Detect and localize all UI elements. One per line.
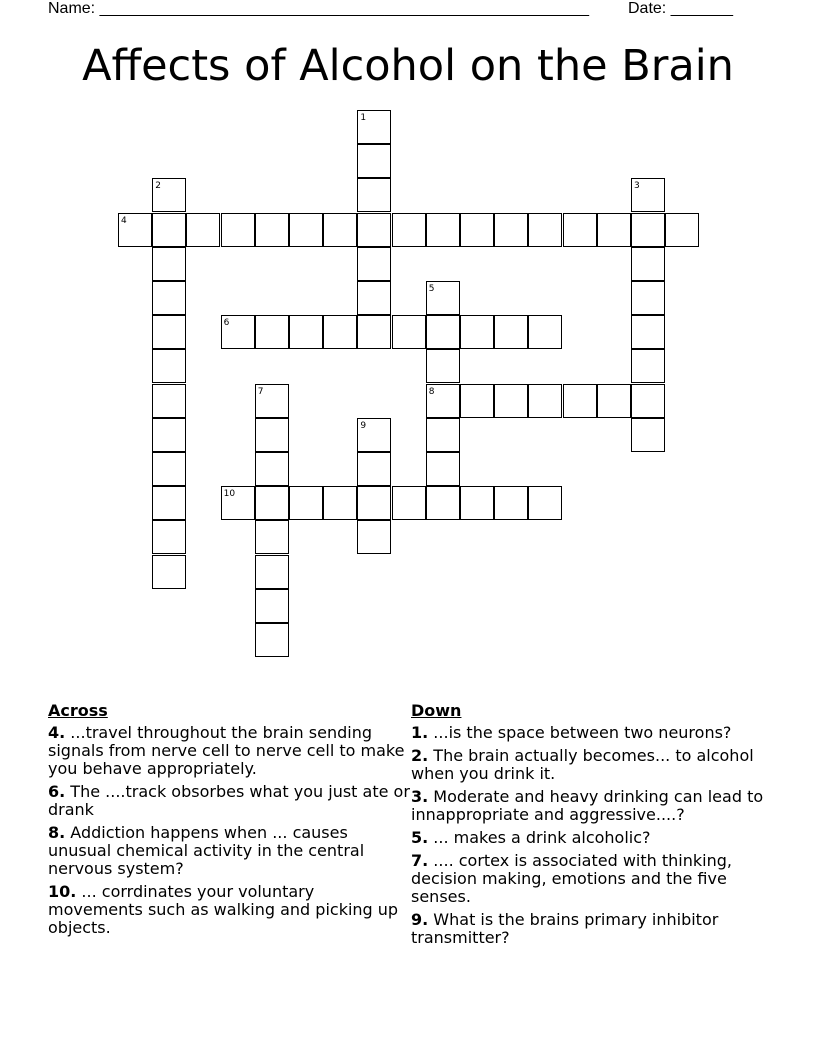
- grid-cell[interactable]: [255, 315, 289, 349]
- down-clue: [411, 747, 781, 783]
- date-field-label: Date: _______: [628, 0, 733, 17]
- across-clue: [48, 724, 410, 778]
- grid-cell[interactable]: [460, 384, 494, 418]
- clue-text: .... cortex is associated with thinking, decision making, emotions and the five senses.: [411, 851, 732, 906]
- grid-cell[interactable]: [357, 486, 391, 520]
- clue-text: Addiction happens when ... causes unusual chemical activity in the central nervous system?: [48, 823, 365, 878]
- grid-cell[interactable]: [357, 213, 391, 247]
- clue-number: 4.: [48, 723, 66, 742]
- clue-text: ... makes a drink alcoholic?: [428, 828, 651, 847]
- grid-cell[interactable]: [255, 555, 289, 589]
- grid-cell[interactable]: [528, 315, 562, 349]
- grid-cell[interactable]: [631, 213, 665, 247]
- grid-cell[interactable]: [597, 213, 631, 247]
- clue-number: 3.: [411, 787, 429, 806]
- clue-number: 6.: [48, 782, 66, 801]
- grid-cell[interactable]: [255, 589, 289, 623]
- across-clue: [48, 883, 410, 937]
- down-clue: [411, 911, 781, 947]
- down-clues: [411, 702, 781, 952]
- grid-cell[interactable]: [426, 315, 460, 349]
- grid-cell[interactable]: [631, 384, 665, 418]
- grid-cell[interactable]: [357, 315, 391, 349]
- grid-cell[interactable]: [528, 384, 562, 418]
- grid-cell[interactable]: [255, 520, 289, 554]
- grid-cell[interactable]: [426, 418, 460, 452]
- grid-cell[interactable]: [152, 486, 186, 520]
- clue-number: 9.: [411, 910, 429, 929]
- grid-cell[interactable]: [426, 349, 460, 383]
- grid-cell[interactable]: [426, 452, 460, 486]
- grid-cell[interactable]: [255, 486, 289, 520]
- grid-cell[interactable]: [152, 247, 186, 281]
- down-heading: Down: [411, 701, 462, 720]
- grid-cell[interactable]: [460, 315, 494, 349]
- grid-cell[interactable]: [392, 213, 426, 247]
- clue-text: ... corrdinates your voluntary movements such as walking and picking up objects.: [48, 882, 399, 937]
- grid-cell[interactable]: [152, 555, 186, 589]
- grid-cell[interactable]: [357, 281, 391, 315]
- grid-cell[interactable]: [152, 520, 186, 554]
- grid-cell[interactable]: [323, 315, 357, 349]
- clue-number: 1.: [411, 723, 429, 742]
- across-heading: Across: [48, 701, 108, 720]
- grid-cell[interactable]: [255, 213, 289, 247]
- grid-cell[interactable]: [289, 315, 323, 349]
- clue-number: 8.: [48, 823, 66, 842]
- grid-cell[interactable]: [665, 213, 699, 247]
- grid-cell[interactable]: [392, 486, 426, 520]
- grid-cell[interactable]: [289, 213, 323, 247]
- grid-cell[interactable]: [323, 213, 357, 247]
- cell-number: 2: [155, 181, 161, 192]
- across-clue: [48, 824, 410, 878]
- grid-cell[interactable]: [152, 418, 186, 452]
- grid-cell[interactable]: [152, 315, 186, 349]
- page-title: Affects of Alcohol on the Brain: [82, 41, 734, 91]
- grid-cell[interactable]: [255, 418, 289, 452]
- grid-cell[interactable]: [357, 520, 391, 554]
- grid-cell[interactable]: [255, 623, 289, 657]
- grid-cell[interactable]: [357, 247, 391, 281]
- grid-cell[interactable]: [221, 213, 255, 247]
- grid-cell[interactable]: [631, 247, 665, 281]
- grid-cell[interactable]: [426, 213, 460, 247]
- clue-text: What is the brains primary inhibitor transmitter?: [411, 910, 719, 947]
- grid-cell[interactable]: [631, 315, 665, 349]
- cell-number: 10: [223, 489, 236, 500]
- clue-text: The brain actually becomes... to alcohol when you drink it.: [411, 746, 754, 783]
- clue-text: Moderate and heavy drinking can lead to innappropriate and aggressive....?: [411, 787, 764, 824]
- clue-text: The ....track obsorbes what you just ate or drank: [48, 782, 410, 819]
- grid-cell[interactable]: [152, 281, 186, 315]
- down-clue: [411, 788, 781, 824]
- grid-cell[interactable]: [631, 418, 665, 452]
- cell-number: 1: [360, 113, 367, 123]
- grid-cell[interactable]: [631, 281, 665, 315]
- grid-cell[interactable]: [494, 315, 528, 349]
- cell-number: 9: [360, 420, 367, 431]
- grid-cell[interactable]: [528, 486, 562, 520]
- clue-number: 5.: [411, 828, 429, 847]
- clue-text: ...travel throughout the brain sending signals from nerve cell to nerve cell to make you behave appropriately.: [48, 723, 405, 778]
- cell-number: 4: [121, 215, 127, 226]
- grid-cell[interactable]: [494, 213, 528, 247]
- clue-number: 2.: [411, 746, 429, 765]
- grid-cell[interactable]: [426, 486, 460, 520]
- grid-cell[interactable]: [597, 384, 631, 418]
- grid-cell[interactable]: [494, 384, 528, 418]
- grid-cell[interactable]: [392, 315, 426, 349]
- clue-number: 7.: [411, 851, 429, 870]
- cell-number: 7: [257, 386, 264, 397]
- clue-text: ...is the space between two neurons?: [428, 723, 732, 742]
- grid-cell[interactable]: [357, 144, 391, 178]
- grid-cell[interactable]: [563, 384, 597, 418]
- grid-cell[interactable]: [494, 486, 528, 520]
- grid-cell[interactable]: [152, 452, 186, 486]
- grid-cell[interactable]: [528, 213, 562, 247]
- grid-cell[interactable]: [563, 213, 597, 247]
- down-clue: [411, 829, 781, 847]
- down-clue: [411, 724, 781, 742]
- across-clues: [48, 702, 410, 942]
- grid-cell[interactable]: [460, 486, 494, 520]
- down-clue: [411, 852, 781, 906]
- grid-cell[interactable]: [460, 213, 494, 247]
- across-clue: [48, 783, 410, 819]
- grid-cell[interactable]: [357, 178, 391, 212]
- grid-cell[interactable]: [255, 452, 289, 486]
- grid-cell[interactable]: [186, 213, 220, 247]
- grid-cell[interactable]: [323, 486, 357, 520]
- cell-number: 5: [428, 284, 435, 294]
- cell-number: 3: [634, 181, 640, 192]
- cell-number: 6: [223, 318, 230, 329]
- name-field-label: Name: _______________________________________________________: [48, 0, 589, 17]
- grid-cell[interactable]: [357, 452, 391, 486]
- grid-cell[interactable]: [631, 349, 665, 383]
- grid-cell[interactable]: [152, 384, 186, 418]
- clue-number: 10.: [48, 882, 77, 901]
- grid-cell[interactable]: [289, 486, 323, 520]
- grid-cell[interactable]: [152, 349, 186, 383]
- cell-number: 8: [428, 386, 435, 397]
- grid-cell[interactable]: [152, 213, 186, 247]
